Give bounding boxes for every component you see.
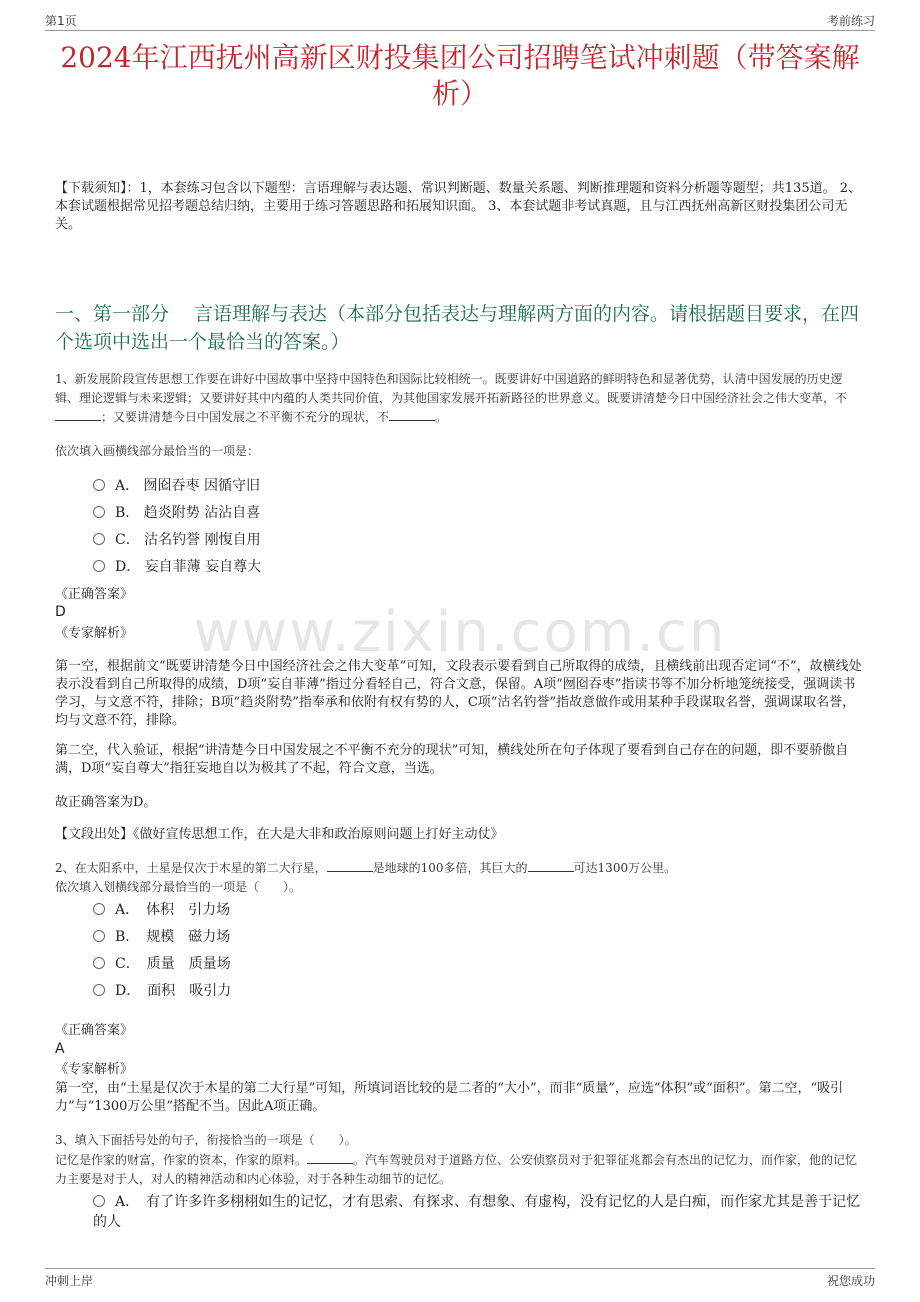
question-1-prompt: 依次填入画横线部分最恰当的一项是： (55, 444, 260, 458)
analysis-paragraph: 第一空，由“土星是仅次于木星的第二大行星”可知，所填词语比较的是二者的“大小”，而非“质量”，应选“体积”或“面积”。第二空，“吸引力”与“1300万公里”搭配不当。因此A项正确。 (55, 1081, 844, 1114)
radio-icon[interactable] (93, 903, 105, 915)
page-header (45, 12, 875, 31)
q2-option-a[interactable]: A． 体积 引力场 (93, 900, 230, 920)
analysis-label: 《专家解析》 (55, 626, 134, 641)
correct-answer: A (55, 1041, 65, 1057)
analysis-paragraph: 第二空，代入验证，根据“讲清楚今日中国发展之不平衡不充分的现状”可知，横线处所在句子体现了要看到自己存在的问题，即不要骄傲自满，D项“妄自尊大”指狂妄地自以为极其了不起，符合文意，当选。 (55, 743, 849, 776)
page-footer (45, 1268, 875, 1290)
footer-left: 冲刺上岸 (45, 1274, 94, 1288)
q2-option-c[interactable]: C． 质量 质量场 (93, 954, 231, 974)
q1-option-b[interactable]: B． 趋炎附势 沾沾自喜 (93, 503, 260, 523)
blank (389, 420, 435, 421)
section-heading: 一、第一部分 言语理解与表达（本部分包括表达与理解两方面的内容。请根据题目要求，在四个选项中选出一个最恰当的答案。） (55, 303, 860, 353)
question-3-stem: 3、填入下面括号处的句子，衔接恰当的一项是（ ）。 (55, 1133, 357, 1147)
radio-icon[interactable] (93, 560, 105, 572)
document-title: 2024年江西抚州高新区财投集团公司招聘笔试冲刺题（带答案解析） (60, 41, 860, 110)
footer-right: 祝您成功 (826, 1274, 875, 1288)
q2-option-b[interactable]: B． 规模 磁力场 (93, 927, 230, 947)
radio-icon[interactable] (93, 1195, 105, 1207)
watermark: www.zixin.com.cn (193, 600, 727, 665)
question-2-prompt: 依次填入划横线部分最恰当的一项是（ ）。 (55, 880, 302, 894)
question-3-passage: 记忆是作家的财富，作家的资本，作家的原料。 。汽车驾驶员对于道路方位、公安侦察员对于犯罪征兆都会有杰出的记忆力，而作家，他的记忆力主要是对于人，对人的精神活动和内心体验，对于各种生动细节的记忆。 (55, 1153, 858, 1186)
source-citation: 【文段出处】《做好宣传思想工作，在大是大非和政治原则问题上打好主动仗》 (55, 827, 504, 842)
correct-answer: D (55, 604, 66, 620)
q2-option-d[interactable]: D． 面积 吸引力 (93, 981, 231, 1001)
answer-label: 《正确答案》 (55, 1023, 134, 1038)
analysis-paragraph: 第一空，根据前文“既要讲清楚今日中国经济社会之伟大变革”可知，文段表示要看到自己所取得的成绩，且横线前出现否定词“不”，故横线处表示没看到自己所取得的成绩，D项“妄自菲薄”指过分看轻自己，符合文意，保留。A项“囫囵吞枣”指读书等不加分析地笼统接受，强调读书学习，与文意不符，排除；B项“趋炎附势”指奉承和依附有权有势的人，C项“沽名钓誉”指故意做作或用某种手段谋取名誉，强调谋取名誉，均与文意不符，排除。 (55, 659, 862, 728)
question-2-stem: 2、在太阳系中，土星是仅次于木星的第二大行星， 是地球的100多倍，其巨大的 可达1300万公里。 (55, 861, 677, 875)
radio-icon[interactable] (93, 930, 105, 942)
q1-option-c[interactable]: C． 沽名钓誉 刚愎自用 (93, 530, 261, 550)
analysis-label: 《专家解析》 (55, 1062, 134, 1077)
answer-label: 《正确答案》 (55, 587, 134, 602)
question-1-stem: 1、新发展阶段宣传思想工作要在讲好中国故事中坚持中国特色和国际比较相统一。既要讲好中国道路的鲜明特色和显著优势，认清中国发展的历史逻辑、理论逻辑与未来逻辑；又要讲好其中内蕴的人类共同价值，为其他国家发展开拓新路径的世界意义。既要讲清楚今日中国经济社会之伟大变革，不；又要讲清楚今日中国发展之不平衡不充分的现状，不 。 (55, 372, 848, 424)
radio-icon[interactable] (93, 506, 105, 518)
q1-option-a[interactable]: A． 囫囵吞枣 因循守旧 (93, 476, 260, 496)
radio-icon[interactable] (93, 984, 105, 996)
q1-option-d[interactable]: D． 妄自菲薄 妄自尊大 (93, 557, 261, 577)
blank (307, 1163, 353, 1164)
header-tag: 考前练习 (826, 14, 875, 28)
analysis-conclusion: 故正确答案为D。 (55, 795, 157, 810)
page-number: 第1页 (45, 14, 77, 28)
radio-icon[interactable] (93, 957, 105, 969)
blank (327, 871, 373, 872)
radio-icon[interactable] (93, 479, 105, 491)
radio-icon[interactable] (93, 533, 105, 545)
blank (55, 420, 101, 421)
blank (528, 871, 574, 872)
q3-option-a[interactable]: A． 有了许多许多栩栩如生的记忆，才有思索、有探求、有想象、有虚构，没有记忆的人是白痴，而作家尤其是善于记忆的人 (93, 1194, 861, 1230)
download-notice: 【下载须知】：1，本套练习包含以下题型：言语理解与表达题、常识判断题、数量关系题、判断推理题和资料分析题等题型；共135道。 2、本套试题根据常见招考题总结归纳，主要用于练习答题思路和拓展知识面。 3、本套试题非考试真题，且与江西抚州高新区财投集团公司无关。 (55, 181, 861, 232)
